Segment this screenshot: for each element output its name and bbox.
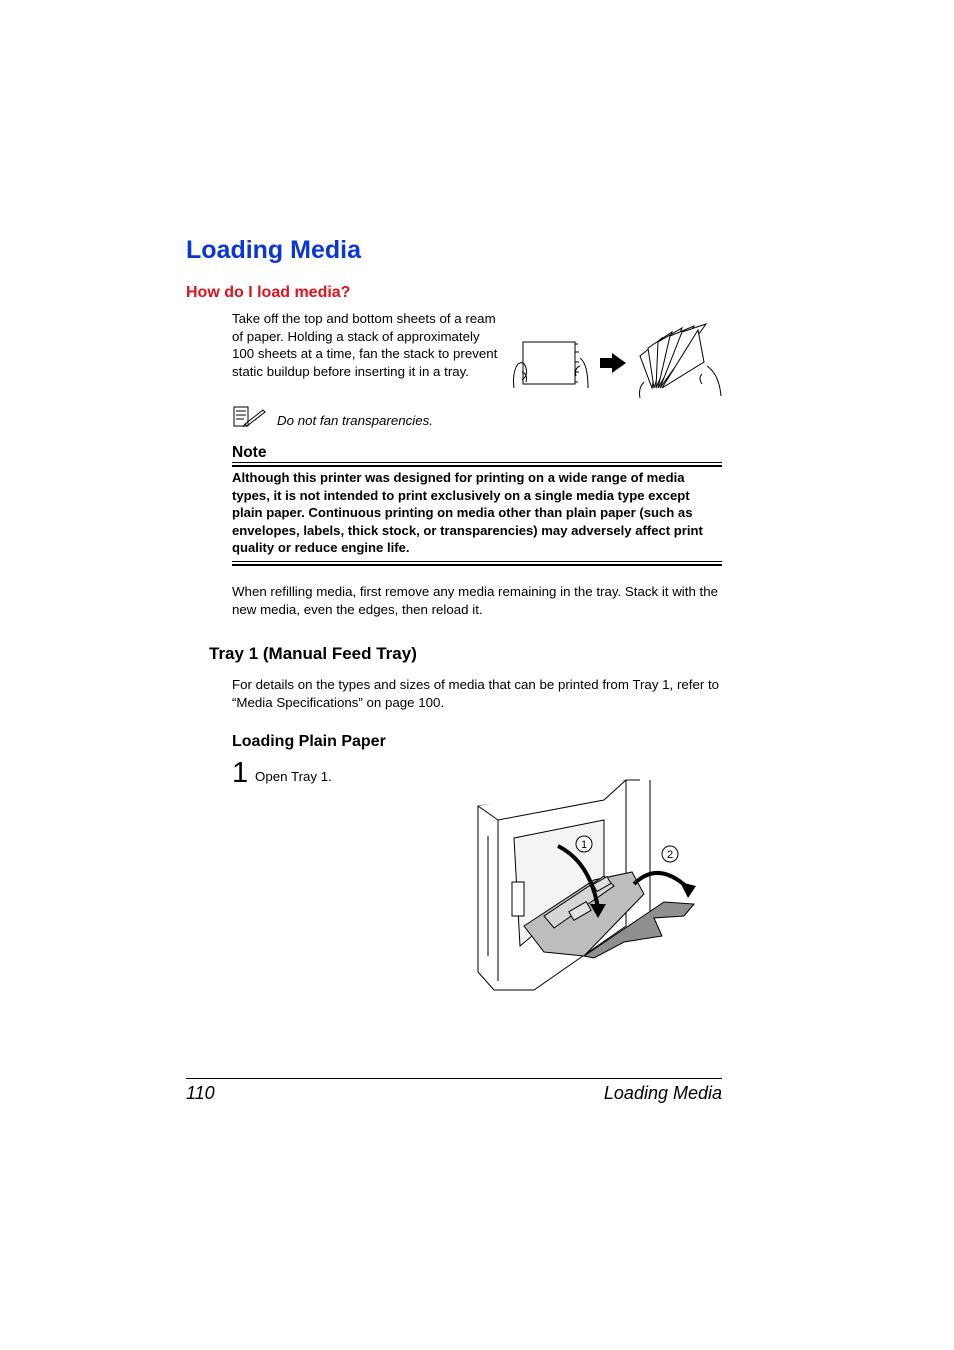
tray-paragraph: For details on the types and sizes of media that can be printed from Tray 1, refer to “Media Specifications” on page 100. (232, 677, 720, 710)
open-tray-illustration (474, 776, 724, 994)
note-pencil-icon (233, 406, 267, 428)
note-heading: Note (232, 444, 267, 461)
fan-note-text: Do not fan transparencies. (277, 413, 433, 428)
tray-heading: Tray 1 (Manual Feed Tray) (209, 644, 417, 663)
paper-stack-drawing (514, 342, 589, 388)
note-body: Although this printer was designed for printing on a wide range of media types, it is not intended to print exclusively on a single media type except plain paper. Continuous printing on media other than plain paper (such as envelopes, labels, thick stock, or transparencies) may adversely affect print quality or reduce engine life. (232, 470, 703, 556)
running-footer-title: Loading Media (603, 1083, 722, 1103)
note-rule-bottom-thick (232, 564, 722, 566)
callout-1: 1 (580, 839, 588, 851)
footer-rule (186, 1078, 722, 1079)
note-rule-top-thin (232, 462, 722, 463)
page-title: Loading Media (186, 236, 361, 264)
callout-2: 2 (666, 849, 674, 861)
refill-paragraph: When refilling media, first remove any media remaining in the tray. Stack it with the new media, even the edges, then reload it. (232, 584, 719, 617)
fanned-paper-drawing (640, 324, 722, 398)
page-number: 110 (186, 1083, 215, 1103)
section-heading: How do I load media? (186, 284, 351, 301)
right-arrow-icon (600, 353, 626, 373)
plain-paper-heading: Loading Plain Paper (232, 733, 386, 750)
intro-paragraph: Take off the top and bottom sheets of a ream of paper. Holding a stack of approximately 100 sheets at a time, fan the stack to prevent static buildup before inserting it in a tray. (232, 311, 498, 379)
fan-paper-illustration (502, 322, 724, 400)
note-rule-top-thick (232, 465, 722, 467)
step-text: Open Tray 1. (255, 769, 332, 784)
step-number: 1 (232, 757, 249, 789)
note-rule-bottom-thin (232, 561, 722, 562)
